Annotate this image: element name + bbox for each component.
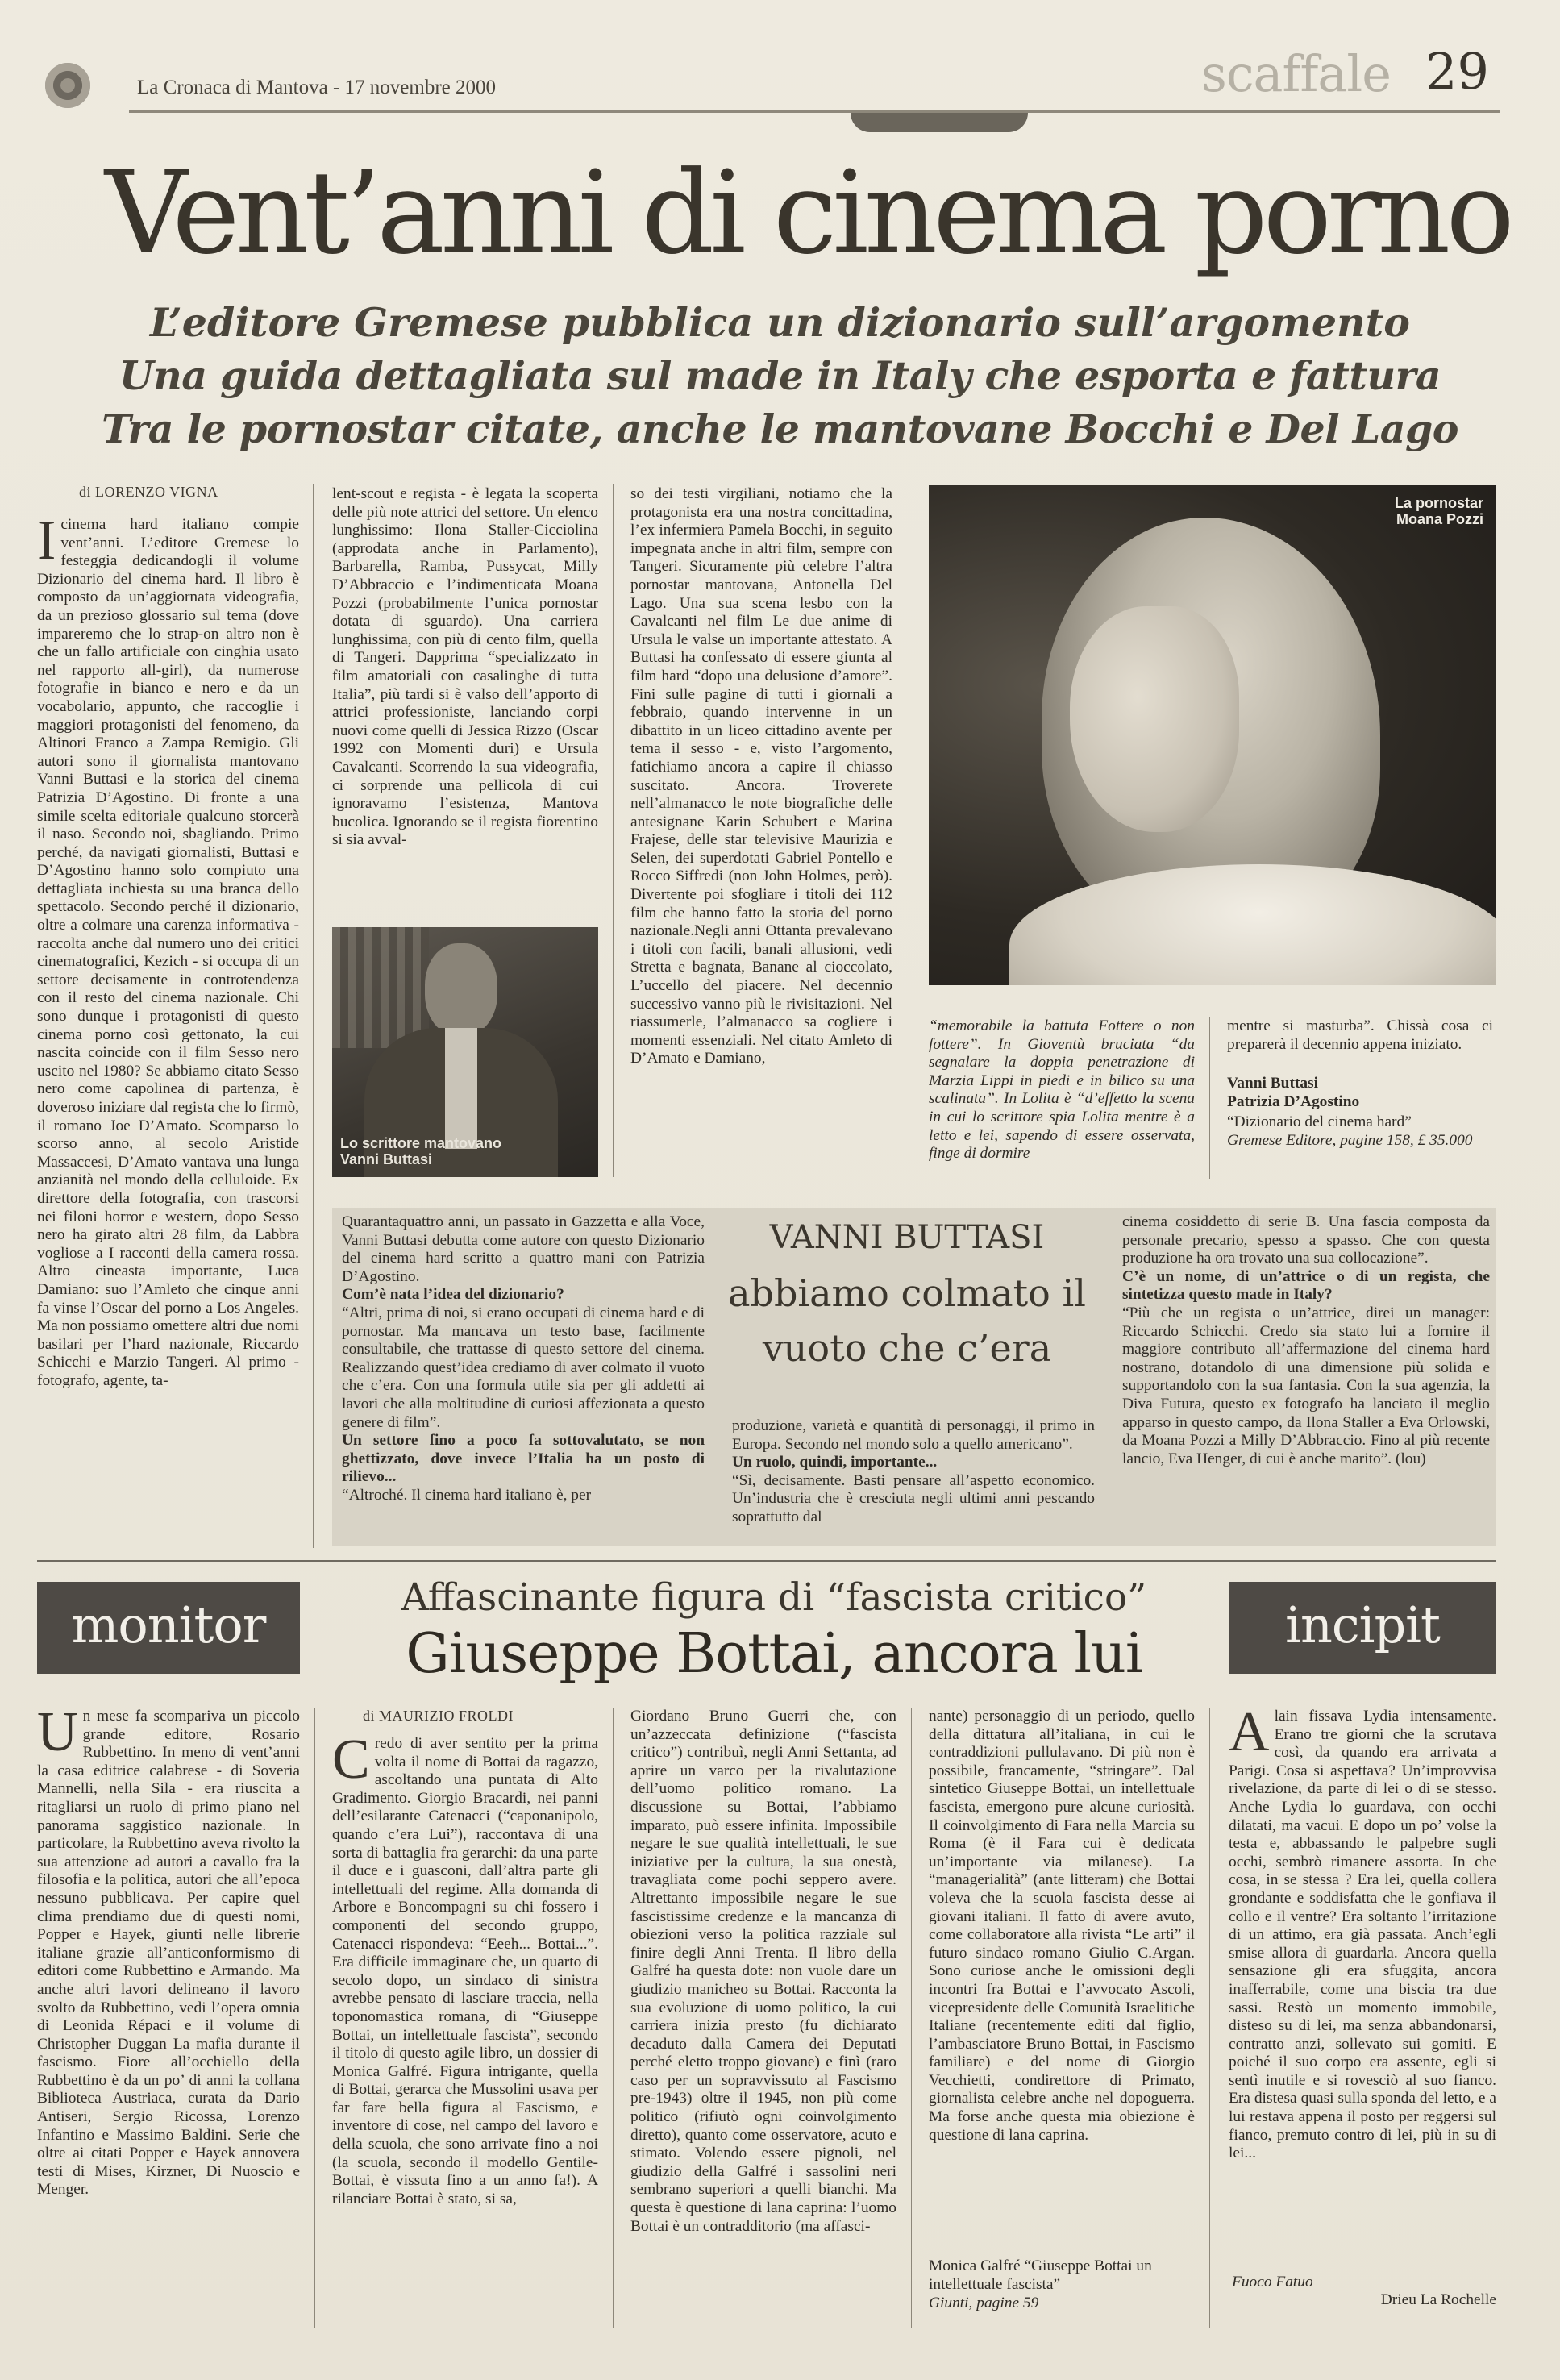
byline-article-1: di LORENZO VIGNA (79, 484, 218, 500)
photo-shelf (332, 927, 429, 1048)
interview-answer-2: “Altroché. Il cinema hard italiano è, per (342, 1486, 592, 1504)
article-2-col-3: nante) personaggio di un periodo, quello della dittatura all’italiana, in cui le contraddizioni pullulavano. Di più non è possibile, francamente, “stringare”. Dal sintetico Giuseppe Bottai, un intellettuale fascista, emergono pure alcune curiosità. Il coinvolgimento di Fara nella Marcia su Roma (è il Fara cui è dedicata un’importante via milanese). La “managerialità” (ante litteram) che Bottai voleva che la scuola fascista desse ai giovani italiani. Il fatto di avere avuto, come collaboratore alla rivista “Le arti” il futuro sindaco romano Giulio C.Argan. Sono curiose anche le omissioni degli incontri fra Bottai e l’avvocato Ascoli, vicepresidente delle Comunità Israelitiche Italiane (recentemente editi dal figlio, l’ambasciatore Bruno Bottai, in Fascismo familiare) e del nome di Giorgio Vecchietti, condirettore di Primato, giornalista celebre anche nel dopoguerra. Ma forse anche questa mia obiezione è questione di lana caprina. (929, 1708, 1195, 2144)
interview-answer-1: “Altri, prima di noi, si erano occupati di cinema hard e di pornostar. Ma mancava un testo base, facilmente consultabile, che trattasse di questo settore del cinema. Realizzando quest’idea crediamo di aver colmato il vuoto che c’era. Con una formula utile sia per gli addetti ai lavori che alla moltitudine di curiosi affezionata a questo genere di film”. (342, 1304, 705, 1431)
interview-question-1: Com’è nata l’idea del dizionario? (342, 1286, 564, 1304)
incipit-source-title: Fuoco Fatuo (1232, 2274, 1313, 2291)
deck-line-3: Tra le pornostar citate, anche le mantovane Bocchi e Del Lago (102, 406, 1458, 452)
section-name: scaffale (1201, 44, 1391, 103)
book-authors: Vanni Buttasi Patrizia D’Agostino (1227, 1075, 1360, 1110)
column-rule (1209, 1017, 1210, 1179)
interview-question-4: C’è un nome, di un’attrice o di un regista, che sintetizza questo made in Italy? (1122, 1267, 1490, 1304)
article-2-col-1: Credo di aver sentito per la prima volta il nome di Bottai da ragazzo, ascoltando una puntata di Alto Gradimento. Giorgio Bracardi, nei panni dell’esilarante Catenacci (“caponanipolo, quando c’era Lui”), raccontava di una sorta di battaglia fra gerarchi: da una parte il duce e i guasconi, dall’altra parte gli intellettuali del regime. Alla domanda di Arbore e Boncompagni su chi fossero i componenti del secondo gruppo, Catenacci rispondeva: “Eeeh... Bottai...”. Era difficile immaginare che, un quarto di secolo dopo, un sindaco di sinistra avrebbe pensato di lasciare traccia, nella toponomastica romana, di “Giuseppe Bottai, un intellettuale fascista”, secondo il titolo di questo agile libro, un dossier di Monica Galfré. Figura intrigante, quella di Bottai, gerarca che Mussolini usava per far fare bella figura al Fascismo, e inventore di cose, nel campo del lavoro e della scuola, che sono arrivate fino a noi (la scuola, secondo il modello Gentile-Bottai, è vissuta fino a un anno fa!). A rilanciare Bottai è stato, si sa, (332, 1735, 598, 2207)
column-rule (613, 1708, 614, 2328)
article-1-col-5: mentre si masturba”. Chissà cosa ci preparerà il decennio appena iniziato. (1227, 1017, 1493, 1053)
incipit-text: Alain fissava Lydia intensamente. Erano tre giorni che la scrutava così, da quando era arrivata a Parigi. Cosa si aspettava? Un’improvvisa rivelazione, da parte di lei o di se stesso. Anche Lydia lo guardava, con occhi dilatati, ma vacui. E dopo un po’ volse la testa e, abbassando le palpebre sugli occhi, sembrò rimanere assorta. In che cosa, in se stessa ? Era lei, quella collera grondante e soddisfatta che le gonfiava il collo e il ventre? Era soltanto l’irritazione di un attimo, era già passata. Anch’egli smise allora di guardarla. Ancora quella sensazione gli era sfuggita, ancora inafferrabile, come una biscia tra due sassi. Restò un momento immobile, disteso su di lei, ma senza abbandonarsi, contratto anzi, sollevato sui gomiti. E poiché il suo corpo era assente, egli si sentì inutile e si rovesciò al suo fianco. Era distesa quasi sulla sponda del letto, e a lui restava appena il posto per reggersi sul fianco, premuto contro di lei, più in su di lei... (1229, 1708, 1496, 2162)
column-rule (1209, 1708, 1210, 2328)
incipit-tag: incipit (1229, 1582, 1496, 1674)
column-rule (613, 484, 614, 1177)
photo-fur (1009, 864, 1496, 985)
headline-article-2: Giuseppe Bottai, ancora lui (406, 1622, 1142, 1686)
interview-col-3 (1122, 1213, 1490, 1544)
interview-answer-3: “Sì, decisamente. Basti pensare all’aspetto economico. Un’industria che è cresciuta negli ultimi anni pescando soprattutto dal (732, 1471, 1095, 1525)
deck-line-2: Una guida dettagliata sul made in Italy che esporta e fattura (119, 352, 1441, 399)
caption-moana-photo: La pornostar Moana Pozzi (1394, 495, 1483, 527)
page-number: 29 (1425, 42, 1489, 101)
deck-line-1: L’editore Gremese pubblica un dizionario sull’argomento (150, 299, 1410, 346)
monitor-text: Un mese fa scompariva un piccolo grande editore, Rosario Rubbettino. In meno di vent’anni la casa editrice calabrese - di Soveria Mannelli, nella Sila - era riuscita a ritagliarsi un ruolo di primo piano nel panorama saggistico nazionale. In particolare, la Rubbettino aveva rivolto la sua attenzione ad autori a cavallo fra la filosofia e la politica, autori che all’epoca nessuno pubblicava. Per capire quel clima prendiamo due di questi nomi, Popper e Hayek, giunti nelle librerie italiane grazie all’anticonformismo di editori come Rubbettino e Armando. Ma anche altri lavori delineano il lavoro svolto da Rubbettino, vedi l’opera omnia di Leonida Répaci e il volume di Christopher Duggan La mafia durante il fascismo. Fiore all’occhiello della Rubbettino è da un po’ di anni la collana Biblioteca Austriaca, curata da Dario Antiseri, Sergio Ricossa, Lorenzo Infantino e Massimo Baldini. Serie che oltre ai citati Popper e Hayek annovera testi di Mises, Kirzner, Di Nuoscio e Menger. (37, 1708, 300, 2199)
column-rule (314, 1708, 315, 2328)
photo-moana-pozzi (929, 485, 1496, 985)
masthead-date: La Cronaca di Mantova - 17 novembre 2000 (137, 77, 497, 98)
masthead-rule (129, 110, 1500, 113)
column-rule (911, 1708, 912, 2328)
article-1-col-2: lent-scout e regista - è legata la scoperta delle più note attrici del settore. Un elenco lunghissimo: Ilona Staller-Cicciolina (approdata anche in Parlamento), Barbarella, Ramba, Pussycat, Milly D’Abbraccio e l’indimenticata Moana Pozzi (probabilmente l’unica pornostar dotata di sguardo). Una carriera lunghissima, con più di cento film, quella di Tangeri. Dapprima “specializzato in film amatoriali con casalinghe di tutta Italia”, più tardi si è valso dell’apporto di attrici professioniste, lanciando corpi nuovi come quelli di Jessica Rizzo (Oscar 1992 con Momenti duri) e Ursula Cavalcanti. Scorrendo la sua videografia, ci sorprende una pellicola di cui ignoravamo l’esistenza, Mantova bucolica. Ignorando se il regista fiorentino si sia avval- (332, 485, 598, 849)
article-2-book-publisher: Giunti, pagine 59 (929, 2295, 1039, 2311)
interview-continued: produzione, varietà e quantità di personaggi, il primo in Europa. Secondo nel mondo solo a quello americano”. (732, 1417, 1095, 1453)
incipit-source-author: Drieu La Rochelle (1380, 2291, 1496, 2308)
headline-article-1: Vent’anni di cinema porno (105, 147, 1510, 280)
article-2-col-2: Giordano Bruno Guerri che, con un’azzeccata definizione (“fascista critico”) contribuì, negli Anni Settanta, ad aprire un varco per la rivalutazione dell’uomo politico romano. La discussione su Bottai, l’abbiamo imparato, può essere infinita. Impossibile negare le sue qualità intellettuali, le sue iniziative per la cultura, la sua onestà, travagliata come pochi seppero avere. Altrettanto impossibile negare le sue fascistissime credenze e la mancanza di obiezioni verso la politica razziale sul finire degli Anni Trenta. Il libro della Galfré ha questa dote: non vuole dare un giudizio manicheo su Bottai. Racconta la sua evoluzione di uomo politico, la cui carriera inizia presto (fu dichiarato decaduto dalla Camera dei Deputati perché eletto troppo giovane) e finì (raro caso per un sopravvissuto al Fascismo pre-1943) oltre il 1945, non più come politico (rifiutò ogni coinvolgimento diretto), quanto come osservatore, acuto e stimato. Volendo essere pignoli, nel giudizio della Galfré i sassolini neri sembrano superiori a quelli bianchi. Ma questa è questione di lana caprina: l’uomo Bottai è un contradditorio (ma affasci- (630, 1708, 896, 2235)
interview-answer-4: “Più che un regista o un’attrice, direi un manager: Riccardo Schicchi. Credo sia stato lui a fornire il maggiore contributo all’affermazione del cinema hard nostrano, dotandolo di una dimensione più solida e supportandolo con la sua fantasia. Con la sua agenzia, la Diva Futura, questo ex fotografo ha lanciato il meglio apparso in questo campo, da Ilona Staller a Eva Orlowski, da Moana Pozzi a Milly D’Abbraccio. Fino al più recente lancio, Eva Henger, di cui è anche marito”. (lou) (1122, 1304, 1490, 1467)
interview-continued-2: cinema cosiddetto di serie B. Una fascia composta da personale precario, spesso a spasso. Che con questa produzione ha ora trovato una sua collocazione”. (1122, 1213, 1490, 1267)
book-publisher: Gremese Editore, pagine 158, £ 35.000 (1227, 1132, 1473, 1149)
interview-col-2 (732, 1417, 1095, 1546)
column-rule (313, 484, 314, 1548)
article-1-col-1: Icinema hard italiano compie vent’anni. L’editore Gremese lo festeggia dedicandogli il volume Dizionario del cinema hard. Il libro è composto da un’aggiornata videografia, da un prezioso glossario sul tema (dove impareremo che lo strap-on altro non è che un fallo artificiale con cinghia usato nel rapporto all-girl), da numerose fotografie in bianco e nero e da un vocabolario, appunto, che raccoglie i maggiori protagonisti del fenomeno, da Altinori Franco a Zampa Remigio. Gli autori sono il giornalista mantovano Vanni Buttasi e la storica del cinema Patrizia D’Agostino. Di fronte a una simile scelta editoriale qualcuno storcerà il naso. Secondo noi, sbagliando. Primo perché, da navigati giornalisti, Buttasi e D’Agostino hanno solo compiuto una dettagliata inchiesta su una branca dello spettacolo. Secondo perché il dizionario, oltre a colmare una carenza informativa - raccolta anche dal numero uno dei critici cinematografici, Kezich - si occupa di un settore decisamente in controtendenza con il resto del cinema nazionale. Chi sono dunque i protagonisti di questo cinema porno così gettonato, la cui nascita coincide con il film Sesso nero uscito nel 1980? Se abbiamo citato Sesso nero come capolinea di partenza, è doveroso iniziare dal regista che lo firmò, il romano Joe D’Amato. Scomparso lo scorso anno, al secolo Aristide Massaccesi, D’Amato vantava una lunga anzianità nel mondo della celluloide. Ex direttore della fotografia, con trascorsi nei filoni horror e western, dopo Sesso nero ha girato altri 28 film, da Labbra vogliose a I racconti della camera rossa. Altro cineasta importante, Luca Damiano: suo l’Amleto che cinque anni fa vinse l’Oscar del porno a Los Angeles. Ma non possiamo omettere altri due nomi basilari per l’hard nazionale, Riccardo Schicchi e Marzio Tangeri. Al primo - fotografo, agente, ta- (37, 516, 299, 1389)
monitor-tag: monitor (37, 1582, 300, 1674)
masthead-emblem (45, 63, 90, 108)
interview-title-name: VANNI BUTTASI (769, 1219, 1045, 1256)
photo-shirt (445, 1028, 477, 1149)
masthead-ornament (851, 113, 1028, 132)
article-1-col-3: so dei testi virgiliani, notiamo che la protagonista era una nostra concittadina, l’ex infermiera Pamela Bocchi, in seguito impegnata anche in altri film, sempre con Tangeri. Sicuramente più celebre l’altra pornostar mantovana, Antonella Del Lago. Una sua scena lesbo con la Cavalcanti nel film Le due anime di Ursula le valse un importante attestato. A Buttasi ha confessato di essere giunta al film hard “dopo una delusione d’amore”. Fini sulle pagine di tutti i giornali a febbraio, quando intervenne in un dibattito in un liceo cittadino avente per tema il sesso - e, visto l’argomento, fatichiamo ancora a capire il chiasso suscitato. Ancora. Troverete nell’almanacco le note biografiche delle antesignane Karin Schubert e Marina Frajese, delle star televisive Maurizia e Selen, dei superdotati Gabriel Pontello e Rocco Siffredi (non John Holmes, però). Divertente poi sfogliare i titoli dei 112 film che hanno fatto la storia del porno nazionale.Negli anni Ottanta prevalevano i titoli con facili, banali allusioni, vedi Stretta e bagnata, Banane al cioccolato, L’uccello del piacere. Nel decennio successivo vanno più le rivisitazioni. Nel riassumerle, l’almanacco sa cogliere i momenti essenziali. Nel citato Amleto di D’Amato e Damiano, (630, 485, 892, 1067)
article-1-col-4: “memorabile la battuta Fottere o non fottere”. In Gioventù bruciata “da segnalare la doppia penetrazione di Marzia Lippi in piedi e in bilico su una scalinata”. In Lolita è “d’effetto la scena in cui lo scrittore spia Lolita mentre è a letto e lei, sapendo di essere osservata, finge di dormire (929, 1017, 1195, 1163)
section-rule (37, 1560, 1496, 1562)
interview-intro: Quarantaquattro anni, un passato in Gazzetta e alla Voce, Vanni Buttasi debutta come autore con questo Dizionario del cinema hard scritto a quattro mani con Patrizia D’Agostino. (342, 1213, 705, 1285)
interview-col-1 (342, 1213, 705, 1544)
photo-face (1070, 606, 1239, 832)
book-title: “Dizionario del cinema hard” (1227, 1113, 1412, 1130)
byline-article-2: di MAURIZIO FROLDI (363, 1708, 514, 1724)
caption-author-photo: Lo scrittore mantovano Vanni Buttasi (340, 1135, 502, 1167)
photo-face (425, 943, 497, 1036)
interview-question-2: Un settore fino a poco fa sottovalutato, se non ghettizzato, dove invece l’Italia ha un posto di rilievo... (342, 1432, 705, 1486)
interview-question-3: Un ruolo, quindi, importante... (732, 1454, 938, 1471)
kicker-article-2: Affascinante figura di “fascista critico” (401, 1575, 1147, 1620)
interview-title-quote: abbiamo colmato il vuoto che c’era (728, 1271, 1086, 1370)
article-2-book-author: Monica Galfré “Giuseppe Bottai un intellettuale fascista” (929, 2257, 1152, 2293)
